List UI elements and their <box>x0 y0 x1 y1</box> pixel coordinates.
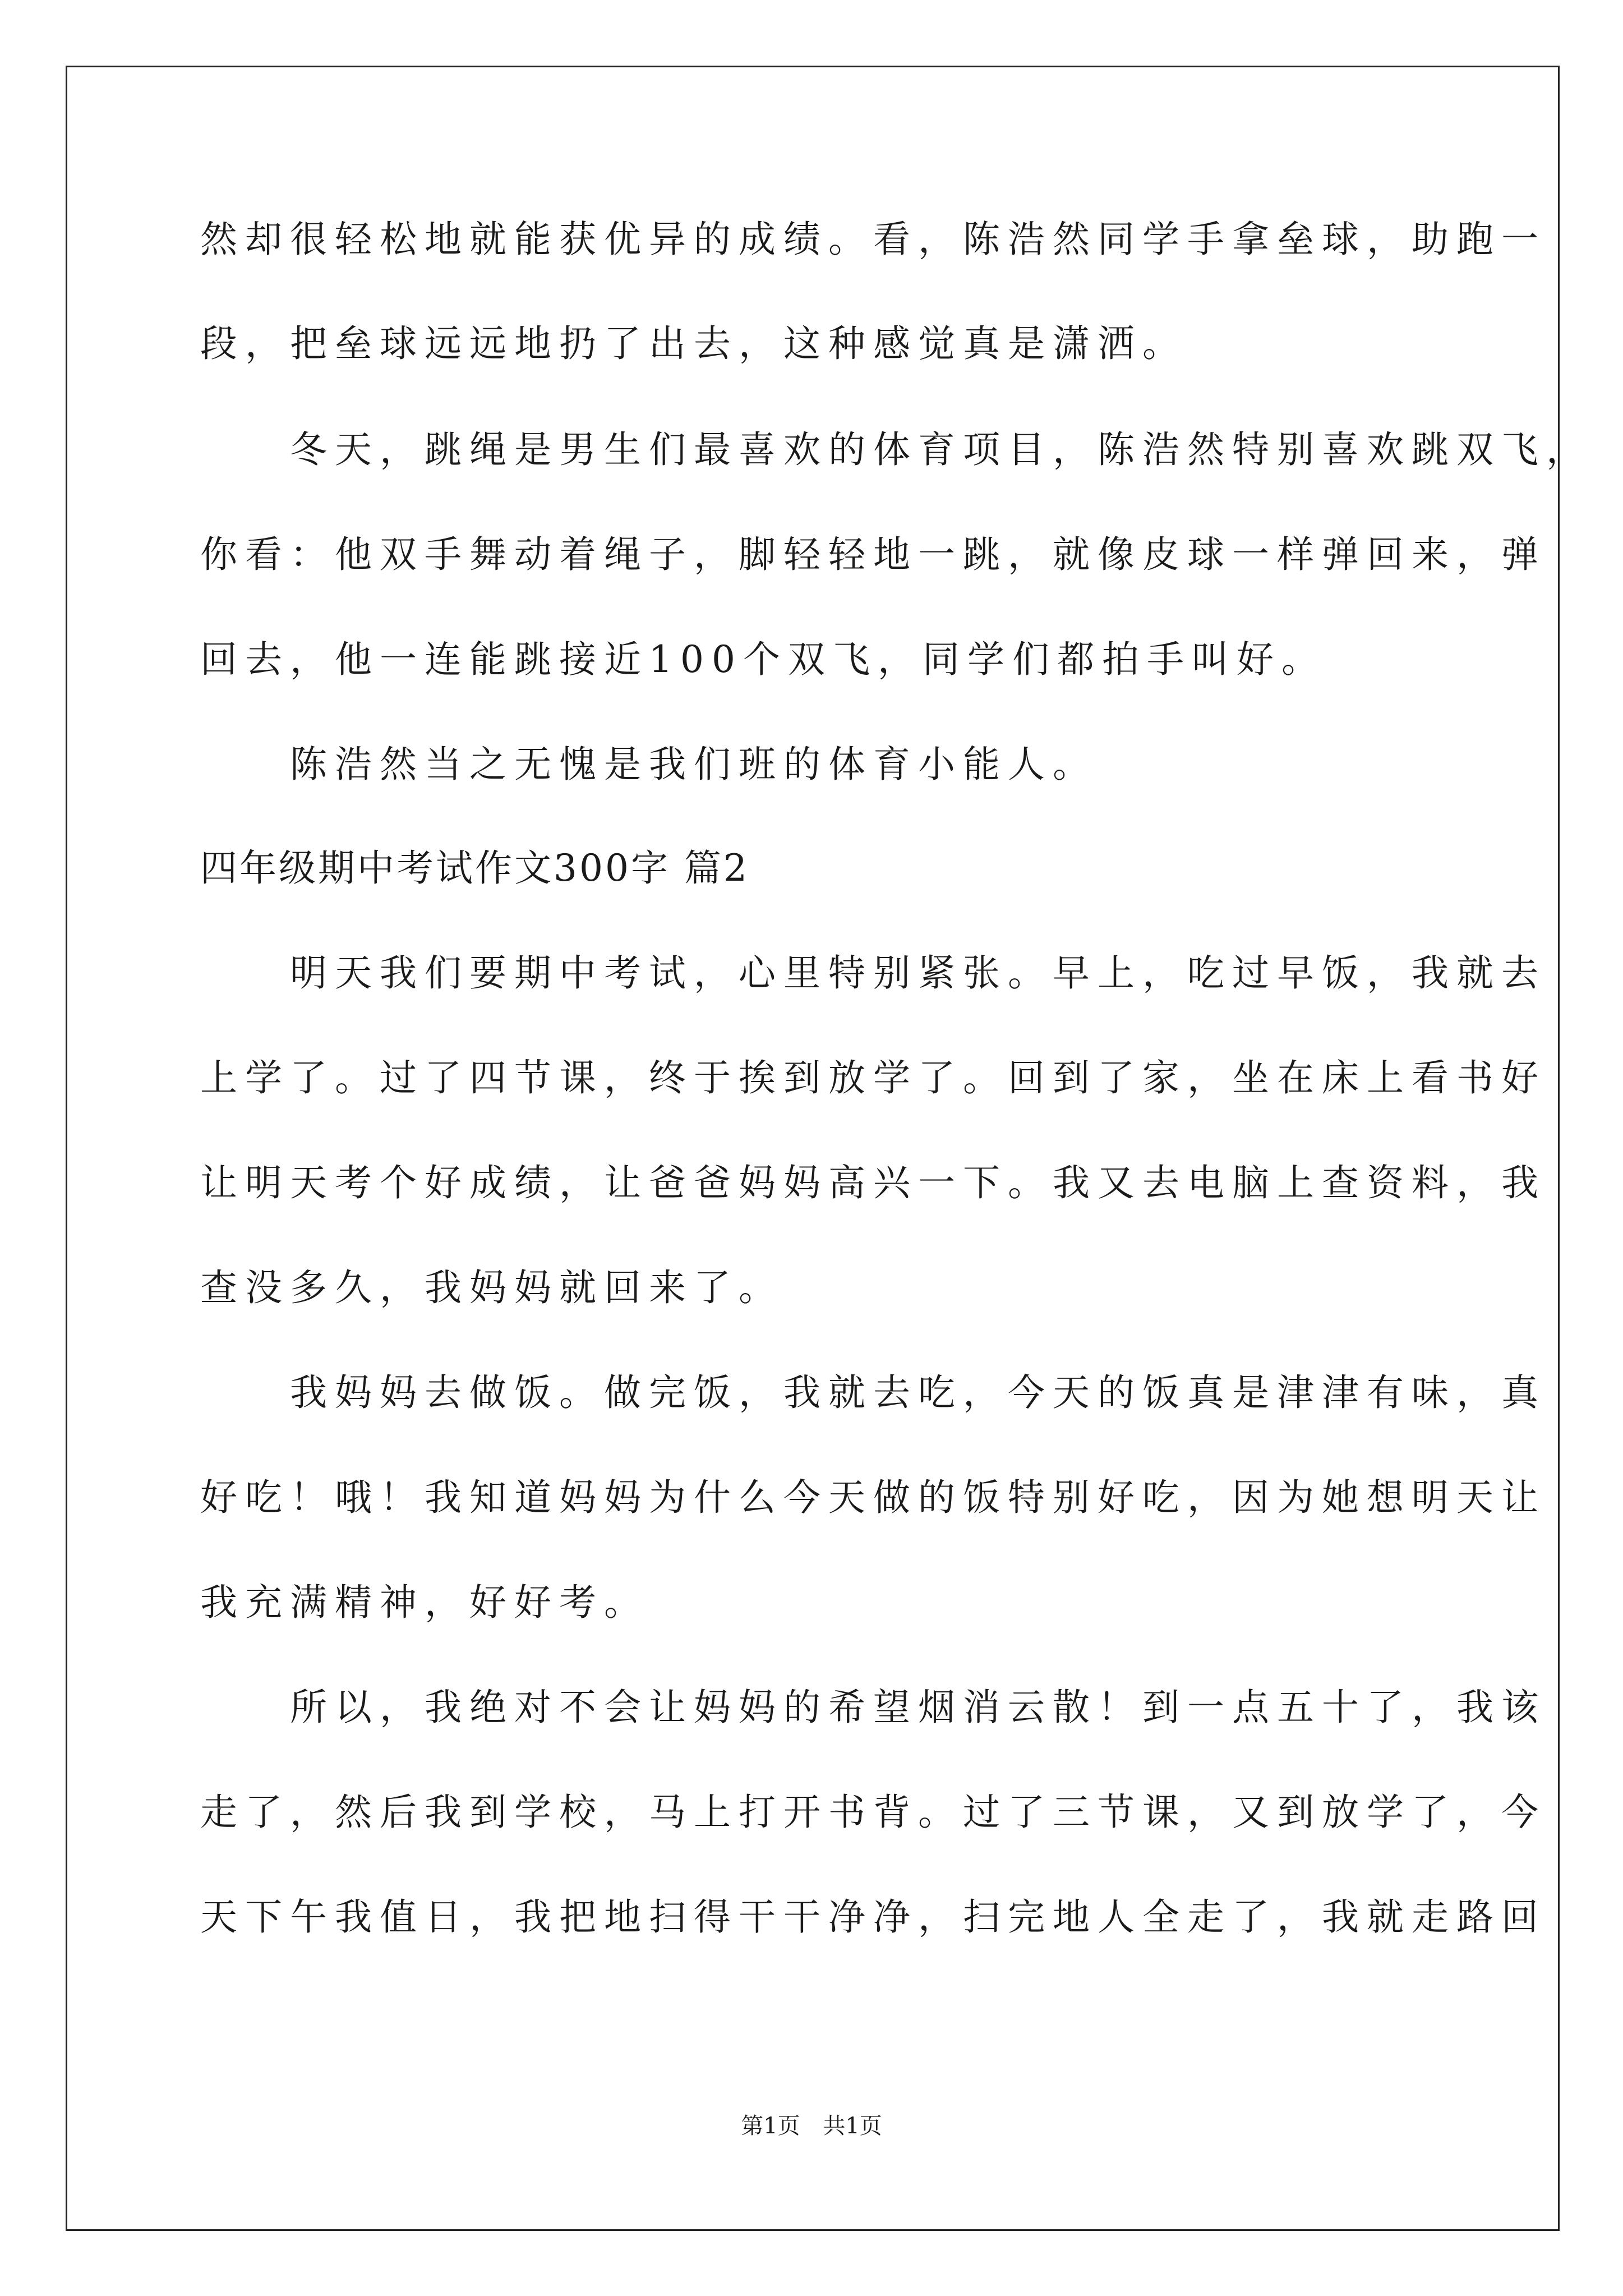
text-line: 我妈妈去做饭。做完饭，我就去吃，今天的饭真是津津有味，真 <box>200 1371 1546 1414</box>
page-number: 第1页 <box>741 2113 800 2139</box>
text-line: 段，把垒球远远地扔了出去，这种感觉真是潇洒。 <box>200 322 1187 365</box>
section-heading: 四年级期中考试作文300字 篇2 <box>200 846 749 890</box>
text-line: 明天我们要期中考试，心里特别紧张。早上，吃过早饭，我就去 <box>200 951 1546 995</box>
text-line: 查没多久，我妈妈就回来了。 <box>200 1266 783 1309</box>
text-line: 天下午我值日，我把地扫得干干净净，扫完地人全走了，我就走路回 <box>200 1895 1546 1939</box>
text-line: 然却很轻松地就能获优异的成绩。看，陈浩然同学手拿垒球，助跑一 <box>200 218 1546 261</box>
text-line: 让明天考个好成绩，让爸爸妈妈高兴一下。我又去电脑上查资料，我 <box>200 1161 1546 1204</box>
text-line: 冬天，跳绳是男生们最喜欢的体育项目，陈浩然特别喜欢跳双飞， <box>200 428 1591 471</box>
text-line: 你看：他双手舞动着绳子，脚轻轻地一跳，就像皮球一样弹回来，弹 <box>200 533 1546 576</box>
page-total: 共1页 <box>823 2113 882 2139</box>
text-line: 走了，然后我到学校，马上打开书背。过了三节课，又到放学了，今 <box>200 1791 1546 1834</box>
text-line: 我充满精神，好好考。 <box>200 1581 649 1624</box>
text-line: 陈浩然当之无愧是我们班的体育小能人。 <box>200 743 1098 786</box>
page-footer <box>0 2112 1623 2140</box>
text-line: 所以，我绝对不会让妈妈的希望烟消云散！到一点五十了，我该 <box>200 1686 1546 1729</box>
text-line: 回去，他一连能跳接近100个双飞，同学们都拍手叫好。 <box>200 638 1326 681</box>
text-line: 上学了。过了四节课，终于挨到放学了。回到了家，坐在床上看书好 <box>200 1056 1546 1099</box>
text-line: 好吃！哦！我知道妈妈为什么今天做的饭特别好吃，因为她想明天让 <box>200 1476 1546 1519</box>
